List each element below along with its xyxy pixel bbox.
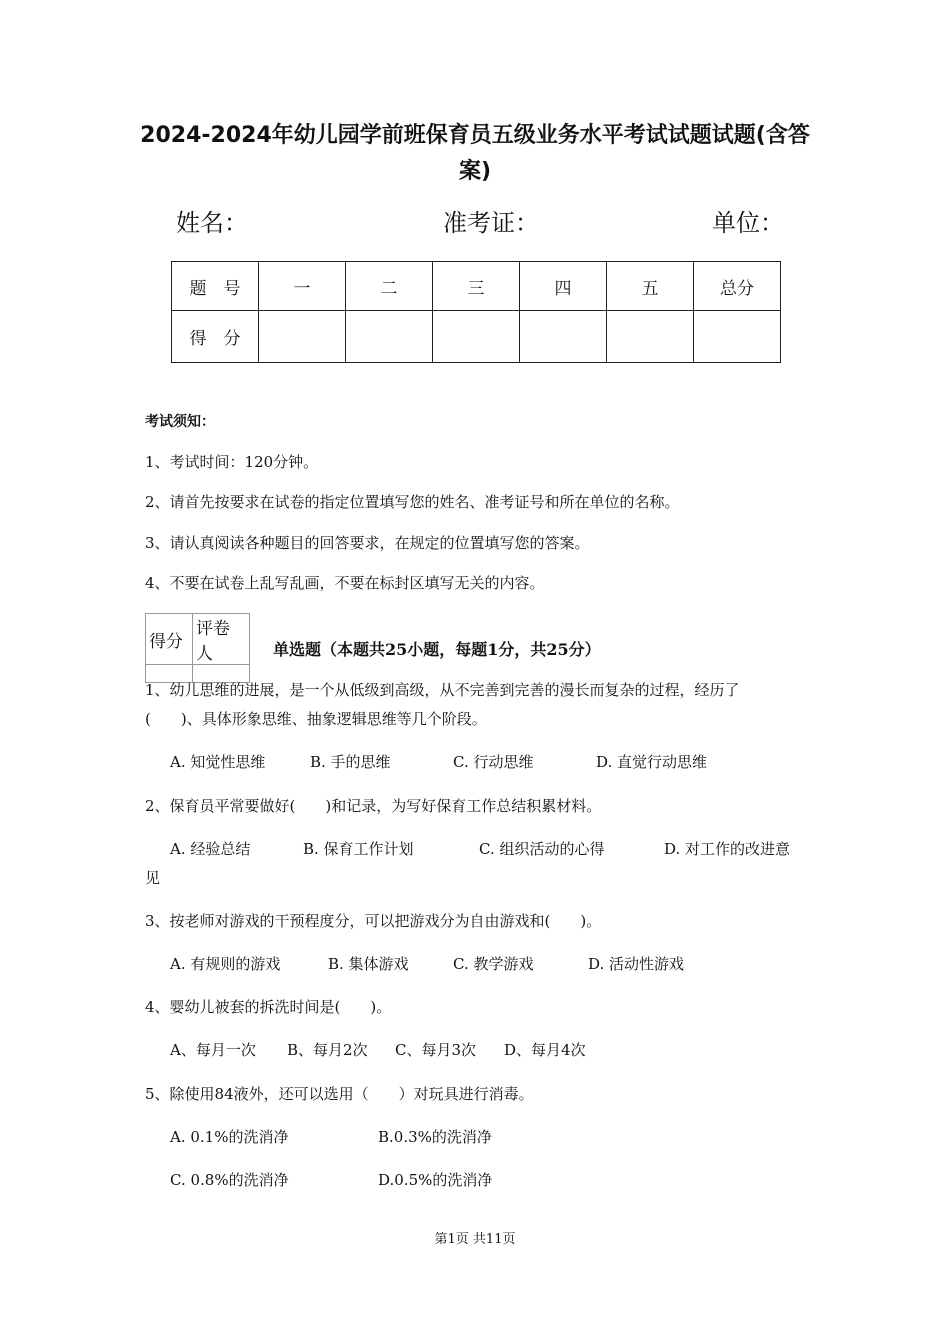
option-d[interactable]: D. 活动性游戏	[588, 955, 685, 973]
section-title: 单选题（本题共25小题，每题1分，共25分）	[273, 640, 601, 659]
option-d[interactable]: D.0.5%的洗消净	[378, 1171, 493, 1189]
option-c[interactable]: C. 0.8%的洗消净	[170, 1171, 289, 1189]
score-header-cell: 三	[433, 262, 520, 311]
option-b[interactable]: B、每月2次	[287, 1041, 368, 1059]
option-b[interactable]: B. 保育工作计划	[303, 840, 414, 858]
score-table-score-row	[172, 311, 781, 363]
question-stem: 3、按老师对游戏的干预程度分，可以把游戏分为自由游戏和( )。	[145, 912, 602, 930]
score-table-header-row	[172, 262, 781, 311]
option-d[interactable]: D. 直觉行动思维	[596, 753, 708, 771]
option-a[interactable]: A. 0.1%的洗消净	[170, 1128, 289, 1146]
notice-item: 4、不要在试卷上乱写乱画，不要在标封区填写无关的内容。	[145, 574, 545, 592]
document-title	[120, 118, 830, 190]
title-line-2: 案)	[458, 159, 492, 184]
score-input-cell[interactable]	[520, 311, 607, 363]
option-d[interactable]: D、每月4次	[504, 1041, 586, 1059]
option-d[interactable]: D. 对工作的改进意	[664, 840, 791, 858]
option-a[interactable]: A. 知觉性思维	[170, 753, 266, 771]
option-d-wrap: 见	[145, 869, 161, 887]
title-line-1: 2024-2024年幼儿园学前班保育员五级业务水平考试试题试题(含答	[140, 123, 810, 148]
score-header-cell: 二	[346, 262, 433, 311]
notice-item: 3、请认真阅读各种题目的回答要求，在规定的位置填写您的答案。	[145, 534, 590, 552]
score-input-cell[interactable]	[607, 311, 694, 363]
question-stem: 1、幼儿思维的进展，是一个从低级到高级，从不完善到完善的漫长而复杂的过程，经历了	[145, 681, 740, 699]
option-a[interactable]: A、每月一次	[170, 1041, 256, 1059]
grader-score-label: 得分	[146, 614, 193, 665]
option-a[interactable]: A. 经验总结	[170, 840, 251, 858]
option-c[interactable]: C. 教学游戏	[453, 955, 534, 973]
notice-item: 1、考试时间：120分钟。	[145, 453, 319, 471]
score-header-cell: 总分	[694, 262, 781, 311]
exam-id-field-label: 准考证：	[443, 209, 539, 237]
page-footer: 第1页 共11页	[434, 1232, 516, 1247]
option-c[interactable]: C. 组织活动的心得	[479, 840, 605, 858]
grader-box	[145, 613, 250, 683]
option-c[interactable]: C、每月3次	[395, 1041, 477, 1059]
option-b[interactable]: B. 集体游戏	[328, 955, 409, 973]
question-stem: 4、婴幼儿被套的拆洗时间是( )。	[145, 998, 392, 1016]
question-stem: 2、保育员平常要做好( )和记录，为写好保育工作总结积累材料。	[145, 797, 602, 815]
notice-item: 2、请首先按要求在试卷的指定位置填写您的姓名、准考证号和所在单位的名称。	[145, 493, 680, 511]
grader-reviewer-label: 评卷人	[193, 614, 250, 665]
name-field-label: 姓名：	[176, 209, 248, 237]
option-b[interactable]: B.0.3%的洗消净	[378, 1128, 492, 1146]
score-header-cell: 题 号	[172, 262, 259, 311]
question-stem-continued: ( )、具体形象思维、抽象逻辑思维等几个阶段。	[145, 710, 487, 728]
unit-field-label: 单位：	[712, 209, 784, 237]
question-stem: 5、除使用84液外，还可以选用（ ）对玩具进行消毒。	[145, 1085, 534, 1103]
score-input-cell[interactable]	[433, 311, 520, 363]
notice-heading: 考试须知：	[145, 414, 215, 430]
option-a[interactable]: A. 有规则的游戏	[170, 955, 281, 973]
score-input-cell[interactable]	[346, 311, 433, 363]
score-input-cell[interactable]	[694, 311, 781, 363]
score-row-label: 得 分	[172, 311, 259, 363]
score-header-cell: 四	[520, 262, 607, 311]
option-c[interactable]: C. 行动思维	[453, 753, 534, 771]
option-b[interactable]: B. 手的思维	[310, 753, 391, 771]
score-header-cell: 五	[607, 262, 694, 311]
score-header-cell: 一	[259, 262, 346, 311]
score-input-cell[interactable]	[259, 311, 346, 363]
score-table	[171, 261, 781, 363]
